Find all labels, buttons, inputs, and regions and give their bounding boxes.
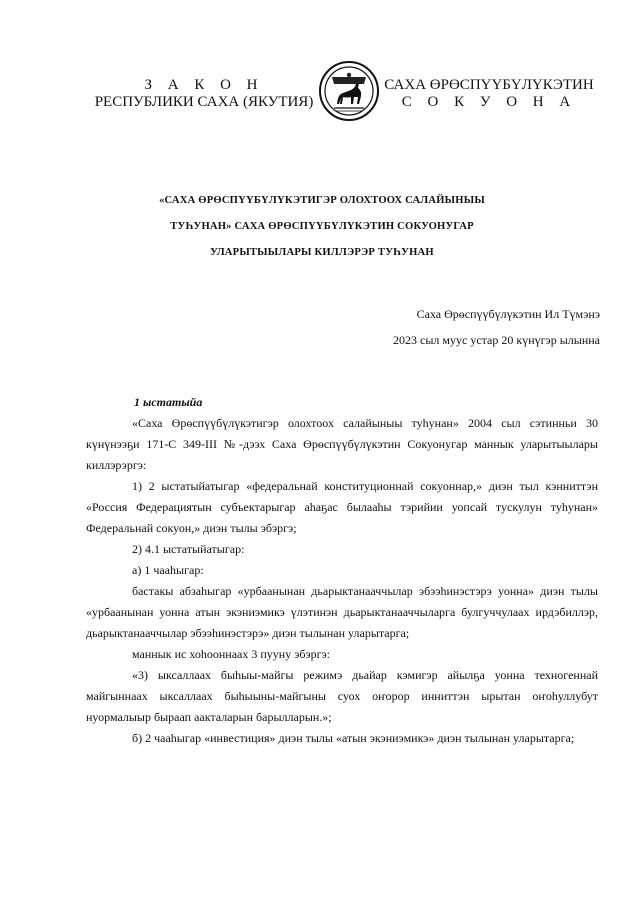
title-line: «САХА ӨРӨСПҮҮБҮЛҮКЭТИГЭР ОЛОХТООХ САЛАЙЫНЫЫ	[159, 195, 485, 206]
header-law-word-sakha: С О К У О Н А	[401, 94, 577, 110]
header-republic-name-sakha: САХА ӨРӨСПҮҮБҮЛҮКЭТИН	[384, 77, 594, 93]
article-paragraph: маннык ис хоһооннаах 3 пууну эбэргэ:	[132, 647, 331, 661]
header-left-block	[84, 77, 324, 111]
article-paragraph: 1) 2 ыстатыйатыгар «федеральнай конституционнай сокуоннар,» диэн тыл кэнниттэн «Россия Федерациятын субъектарыгар аһаҕас былааһы тэрийии уопсай тускулун туһунан» Федеральнай сокуон,» диэн тылы эбэргэ;	[86, 479, 598, 535]
coat-of-arms-emblem	[318, 60, 380, 122]
document-title	[120, 188, 524, 266]
article-paragraph: а) 1 чааһыгар:	[132, 563, 204, 577]
article-paragraph: 2) 4.1 ыстатыйатыгар:	[132, 542, 245, 556]
header-law-word: З А К О Н	[144, 77, 264, 93]
article-paragraph: «3) ыксаллаах быһыы-майгы режимэ дьайар кэмигэр айылҕа уонна техногеннай майгыннаах ыксаллаах быһыыны-майгыны суох оҥорор инниттэн ырытан оҥоһуллубут нуормалыыр быраап аакталарын барылларын.»;	[86, 668, 598, 724]
article-paragraph: бастакы абзаһыгар «урбаанынан дьарыктанааччылар эбээһинэстэрэ уонна» диэн тылы «урбаанынан уонна атын экэниэмикэ үлэтинэн дьарыктанааччыларга булгуччулаах ирдэбиллэр, дьарыктанааччылар эбээһинэстэрэ» диэн тылынан уларытарга;	[86, 584, 598, 640]
header-republic-name: РЕСПУБЛИКИ САХА (ЯКУТИЯ)	[94, 94, 314, 110]
title-line: ТУҺУНАН» САХА ӨРӨСПҮҮБҮЛҮКЭТИН СОКУОНУГАР	[170, 221, 474, 232]
title-line: УЛАРЫТЫЫЛАРЫ КИЛЛЭРЭР ТУҺУНАН	[210, 247, 434, 258]
adoption-note	[393, 301, 600, 353]
article-body	[86, 413, 598, 749]
header-right-block	[384, 77, 594, 111]
adoption-date: 2023 сыл муус устар 20 күнүгэр ылынна	[393, 333, 600, 347]
article-heading: 1 ыстатыйа	[134, 395, 203, 409]
article-paragraph: б) 2 чааһыгар «инвестиция» диэн тылы «атын экэниэмикэ» диэн тылынан уларытарга;	[132, 731, 575, 745]
adoption-body: Саха Өрөспүүбүлүкэтин Ил Түмэнэ	[416, 307, 600, 321]
article-paragraph: «Саха Өрөспүүбүлүкэтигэр олохтоох салайыныы туһунан» 2004 сыл сэтинньи 30 күнүнээҕи 171-С 349-III №-дээх Саха Өрөспүүбүлүкэтин Сокуонугар маннык уларытыылары киллэрэргэ:	[86, 416, 598, 472]
